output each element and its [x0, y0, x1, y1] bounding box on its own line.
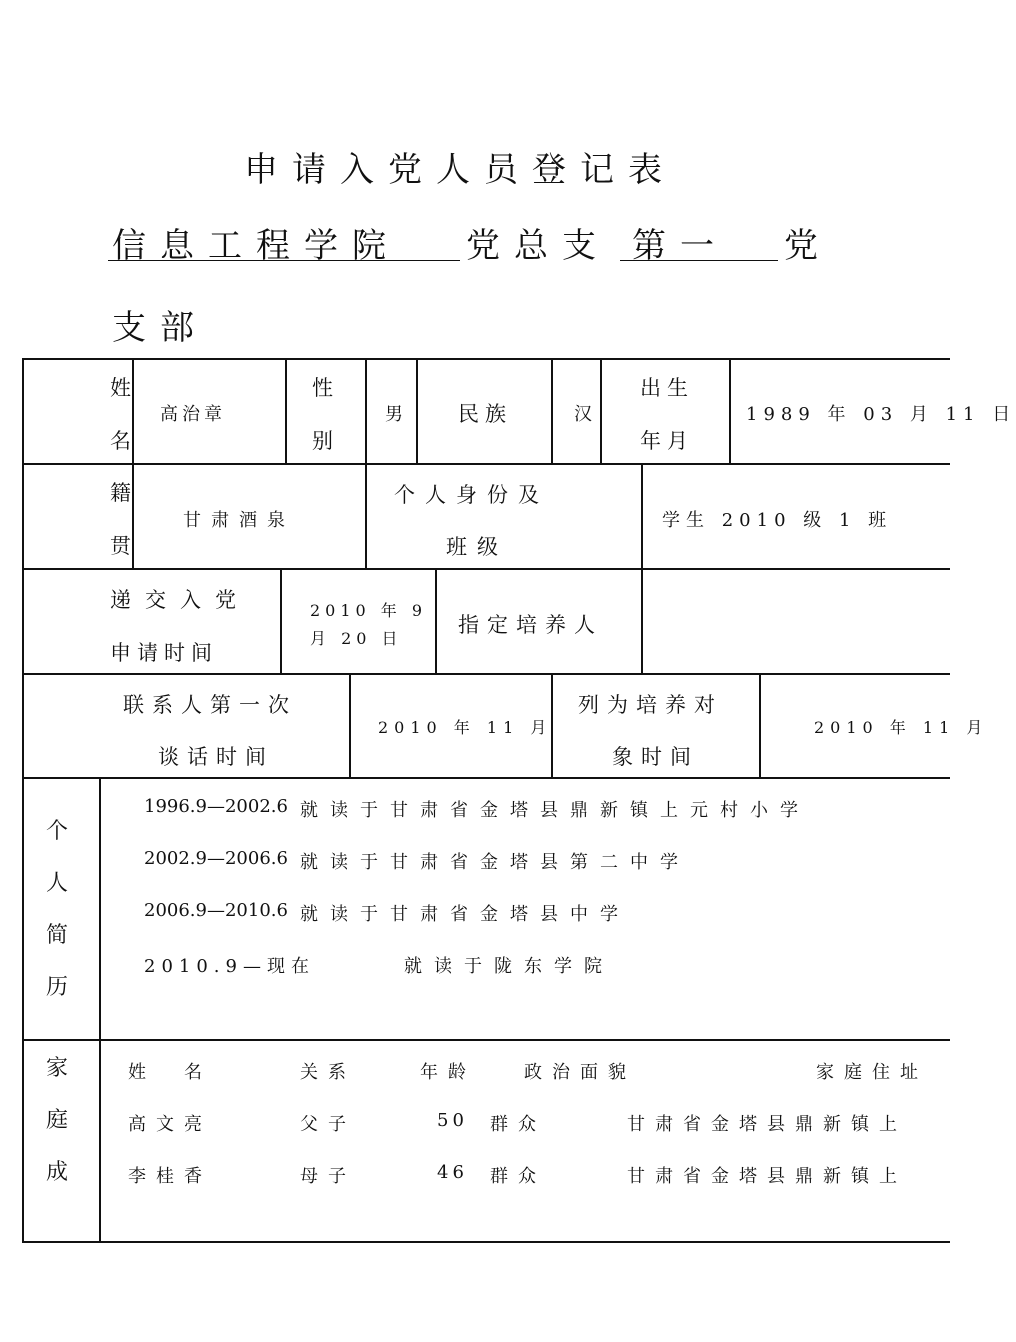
row-line — [22, 1039, 950, 1041]
origin-value: 甘肃酒泉 — [183, 510, 295, 531]
family-label-char: 成 — [45, 1160, 68, 1185]
family-age: 50 — [437, 1110, 468, 1131]
family-header-political: 政治面貌 — [524, 1062, 636, 1083]
family-header-age: 年龄 — [420, 1062, 476, 1083]
gender-label-bottom: 别 — [312, 429, 339, 453]
birth-label-top: 出生 — [640, 376, 694, 400]
family-age: 46 — [437, 1162, 468, 1183]
resume-label-char: 历 — [45, 975, 68, 1000]
resume-label-char: 个 — [45, 819, 68, 844]
name-label-top: 姓 — [110, 376, 137, 400]
family-header-name: 姓 名 — [128, 1062, 212, 1083]
page-title: 申请入党人员登记表 — [244, 150, 676, 190]
branch-tail-1: 党 — [784, 226, 832, 266]
apply-label-bottom: 申请时间 — [110, 641, 218, 665]
identity-label-top: 个人身份及 — [394, 483, 549, 507]
col-line — [280, 568, 282, 674]
identity-label-bottom: 班级 — [446, 535, 508, 559]
listed-label-bottom: 象时间 — [612, 745, 699, 769]
family-name: 高文亮 — [128, 1114, 212, 1135]
gender-value: 男 — [385, 404, 407, 425]
col-line — [365, 358, 367, 464]
ethnicity-value: 汉 — [574, 404, 596, 425]
row-line — [22, 463, 950, 465]
family-relation: 母子 — [300, 1166, 356, 1187]
family-header-relation: 关系 — [300, 1062, 356, 1083]
resume-period: 2002.9—2006.6 — [144, 848, 288, 869]
col-line — [349, 673, 351, 778]
origin-label-bottom: 贯 — [110, 534, 137, 558]
birth-label-bottom: 年月 — [640, 429, 694, 453]
family-relation: 父子 — [300, 1114, 356, 1135]
contact-value: 2010 年 11 月 — [378, 718, 553, 737]
row-line — [22, 358, 950, 360]
col-line — [416, 358, 418, 464]
resume-label-char: 简 — [45, 923, 68, 948]
col-line — [759, 673, 761, 778]
row-line — [22, 568, 950, 570]
branch-tail-2: 支部 — [112, 308, 208, 348]
birth-value: 1989 年 03 月 11 日 — [746, 404, 1016, 425]
resume-text: 就读于陇东学院 — [404, 956, 614, 977]
identity-value: 学生 2010 级 1 班 — [662, 510, 893, 531]
family-address: 甘肃省金塔县鼎新镇上 — [627, 1114, 907, 1135]
branch-underline — [620, 260, 778, 261]
family-label-char: 庭 — [45, 1108, 68, 1133]
col-line — [435, 568, 437, 674]
col-line — [641, 463, 643, 569]
contact-label-top: 联系人第一次 — [123, 693, 297, 717]
col-line — [365, 463, 367, 569]
col-line — [285, 358, 287, 464]
family-label — [42, 1043, 72, 1199]
resume-label — [42, 806, 72, 1014]
resume-text: 就读于甘肃省金塔县中学 — [300, 904, 630, 925]
name-value: 高治章 — [160, 404, 226, 425]
col-line — [729, 358, 731, 464]
resume-period: 1996.9—2002.6 — [144, 796, 288, 817]
resume-text: 就读于甘肃省金塔县鼎新镇上元村小学 — [300, 800, 810, 821]
college-name: 信息工程学院 — [112, 226, 400, 266]
college-underline — [108, 260, 460, 261]
listed-value: 2010 年 11 月 — [814, 718, 989, 737]
apply-value-bottom: 月 20 日 — [310, 629, 403, 648]
listed-label-top: 列为培养对 — [578, 693, 723, 717]
family-political: 群众 — [490, 1114, 546, 1135]
col-line — [99, 777, 101, 1242]
resume-text: 就读于甘肃省金塔县第二中学 — [300, 852, 690, 873]
ethnicity-label: 民族 — [458, 402, 512, 426]
origin-label-top: 籍 — [110, 481, 137, 505]
family-name: 李桂香 — [128, 1166, 212, 1187]
family-address: 甘肃省金塔县鼎新镇上 — [627, 1166, 907, 1187]
gender-label-top: 性 — [312, 376, 339, 400]
row-line — [22, 673, 950, 675]
family-label-char: 家 — [45, 1056, 68, 1081]
apply-value-top: 2010 年 9 — [310, 601, 428, 620]
col-line — [641, 568, 643, 674]
col-line — [600, 358, 602, 464]
trainer-label: 指定培养人 — [458, 613, 603, 637]
resume-period: 2010.9—现在 — [144, 956, 315, 977]
general-branch-label: 党总支 — [466, 226, 610, 266]
col-line — [22, 358, 24, 1242]
col-line — [551, 358, 553, 464]
resume-label-char: 人 — [45, 871, 68, 896]
row-line — [22, 1241, 950, 1243]
family-political: 群众 — [490, 1166, 546, 1187]
apply-label-top: 递交入党 — [110, 588, 250, 612]
row-line — [22, 777, 950, 779]
contact-label-bottom: 谈话时间 — [158, 745, 274, 769]
resume-period: 2006.9—2010.6 — [144, 900, 288, 921]
family-header-address: 家庭住址 — [816, 1062, 928, 1083]
name-label-bottom: 名 — [110, 429, 137, 453]
branch-name: 第一 — [632, 226, 728, 266]
